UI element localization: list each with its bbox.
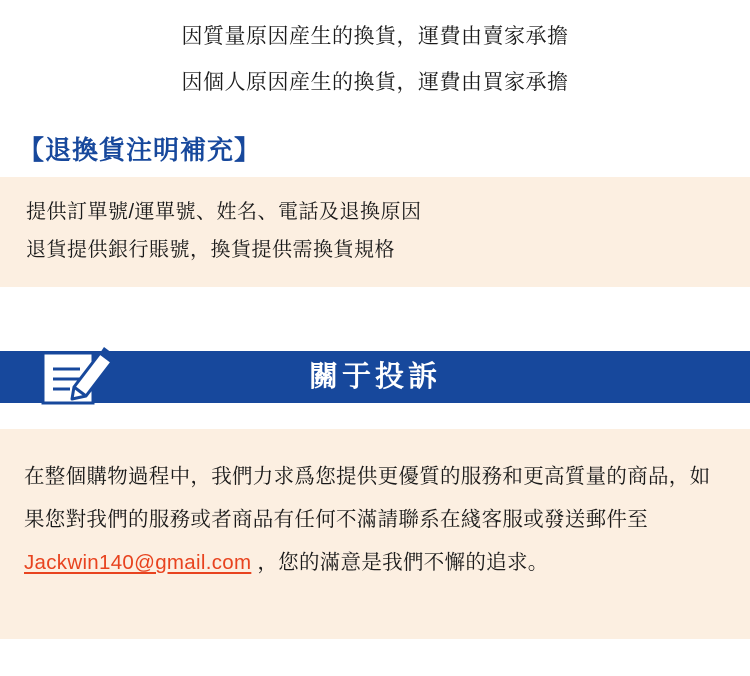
policy-lines — [0, 0, 750, 106]
return-note-heading: 【退換貨注明補充】 — [18, 135, 262, 165]
return-note-line: 提供訂單號/運單號、姓名、電話及退換原因 — [26, 201, 422, 223]
policy-line: 因質量原因産生的換貨，運費由賣家承擔 — [181, 25, 569, 48]
return-note-box — [0, 177, 750, 287]
complaint-text-box — [0, 429, 750, 639]
policy-line: 因個人原因産生的換貨，運費由買家承擔 — [181, 71, 569, 94]
complaint-text-after: ，您的滿意是我們不懈的追求。 — [251, 551, 549, 574]
return-note-line: 退貨提供銀行賬號，換貨提供需換貨規格 — [26, 239, 395, 261]
banner-title: 關于投訴 — [308, 361, 441, 393]
complaint-text-before: 在整個購物過程中，我們力求爲您提供更優質的服務和更高質量的商品，如果您對我們的服務或者商品有任何不滿請聯系在綫客服或發送郵件至 — [24, 465, 711, 531]
contact-email-link[interactable]: Jackwin140@gmail.com — [24, 551, 252, 574]
complaint-paragraph — [24, 455, 728, 584]
complaint-banner — [0, 341, 750, 407]
